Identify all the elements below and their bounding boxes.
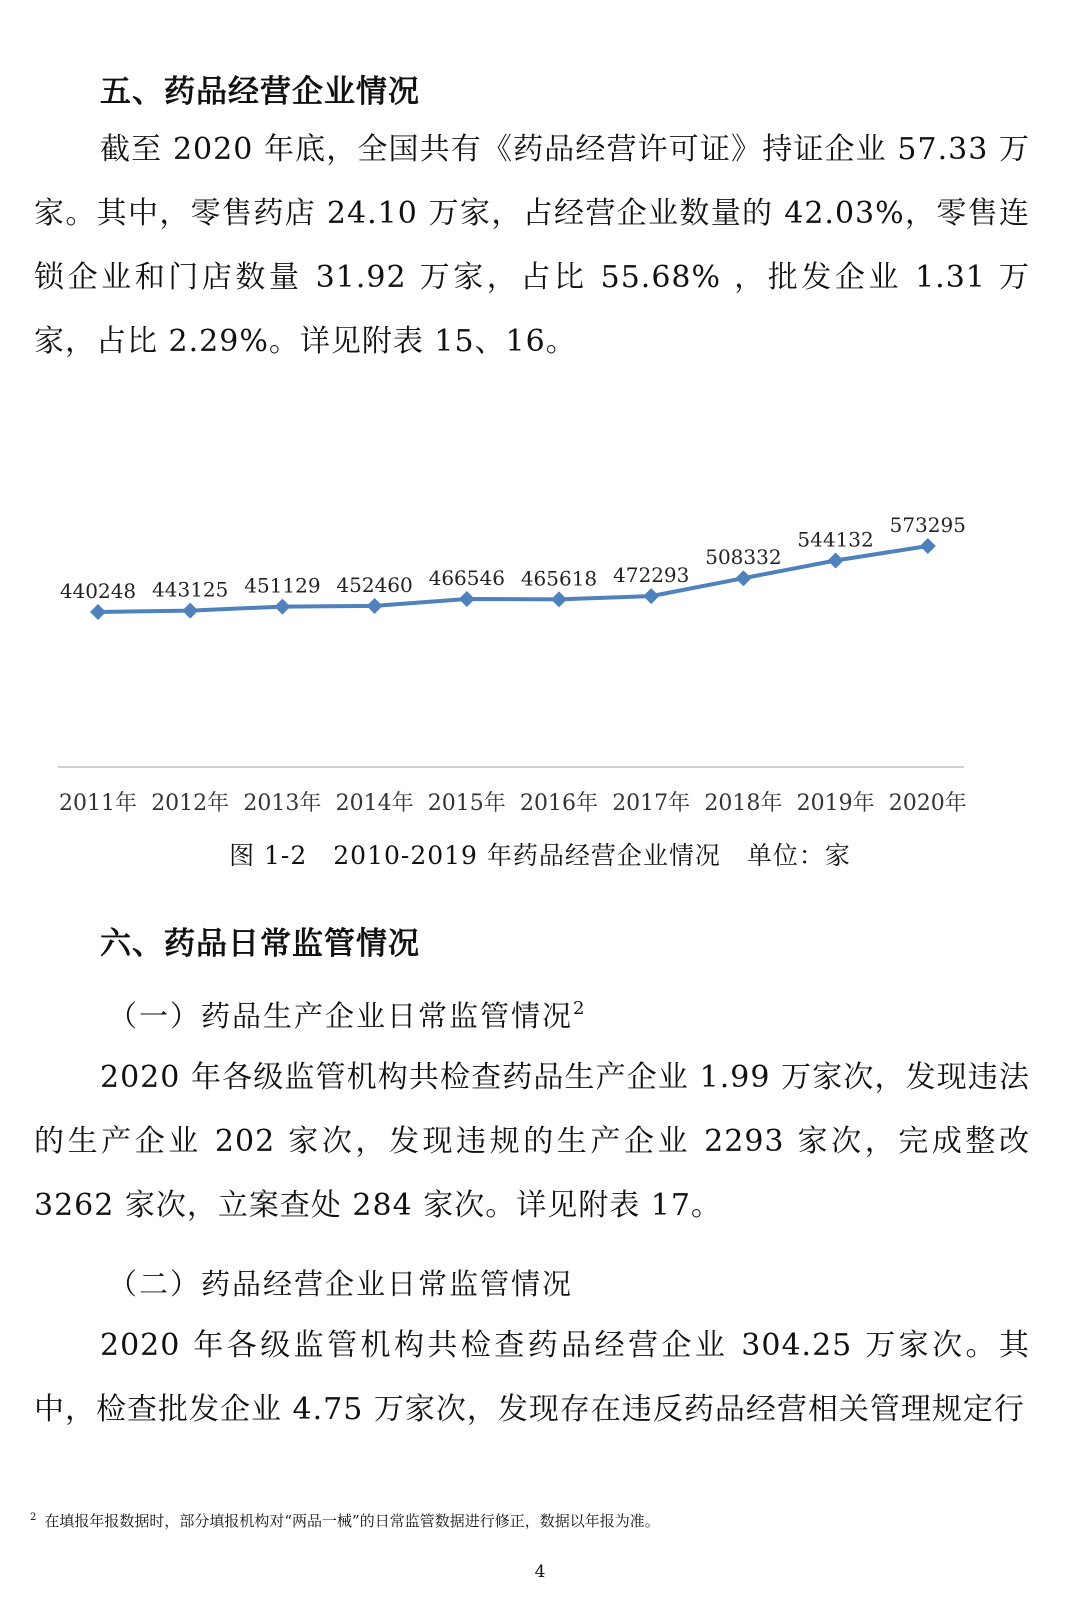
x-tick-label-3: 2013年 xyxy=(243,791,322,816)
footnote xyxy=(30,1510,660,1531)
data-point-1 xyxy=(90,604,106,620)
line-chart xyxy=(40,430,1040,830)
subsection-heading-1-text: （一）药品生产企业日常监管情况 xyxy=(108,999,574,1033)
data-label-6: 465618 xyxy=(520,566,598,591)
data-point-6 xyxy=(551,591,567,607)
footnote-reference: 2 xyxy=(573,998,585,1019)
data-label-10: 573295 xyxy=(889,513,966,537)
section-heading-5: 五、药品经营企业情况 xyxy=(100,74,420,110)
subsection-heading-1 xyxy=(108,994,584,1035)
x-tick-label-2: 2012年 xyxy=(151,791,230,816)
data-label-1: 440248 xyxy=(59,579,137,603)
data-point-9 xyxy=(828,552,844,568)
data-label-8: 508332 xyxy=(705,545,782,570)
data-label-5: 466546 xyxy=(428,565,505,590)
data-label-2: 443125 xyxy=(152,577,229,602)
page-number: 4 xyxy=(534,1562,546,1582)
x-tick-label-6: 2016年 xyxy=(520,791,598,816)
subsection-1-paragraph: 2020 年各级监管机构共检查药品生产企业 1.99 万家次，发现违法的生产企业 202 家次，发现违规的生产企业 2293 家次，完成整改 3262 家次，立案查处 284 家次。详见附表 17。 xyxy=(34,1060,1030,1223)
subsection-2-paragraph: 2020 年各级监管机构共检查药品经营企业 304.25 万家次。其中，检查批发企业 4.75 万家次，发现存在违反药品经营相关管理规定行 xyxy=(34,1328,1030,1427)
data-point-10 xyxy=(920,538,936,554)
section-heading-6: 六、药品日常监管情况 xyxy=(100,926,420,962)
data-point-5 xyxy=(459,591,475,607)
data-label-9: 544132 xyxy=(797,527,874,552)
data-point-4 xyxy=(367,598,383,614)
x-tick-label-9: 2019年 xyxy=(796,791,875,816)
data-label-7: 472293 xyxy=(613,563,690,588)
footnote-text: 在填报年报数据时，部分填报机构对“两品一械”的日常监管数据进行修正，数据以年报为准。 xyxy=(44,1512,660,1530)
x-tick-label-4: 2014年 xyxy=(335,791,414,816)
x-tick-label-7: 2017年 xyxy=(612,791,691,816)
footnote-marker: 2 xyxy=(30,1512,37,1523)
subsection-heading-2: （二）药品经营企业日常监管情况 xyxy=(108,1267,574,1301)
data-point-8 xyxy=(735,570,751,586)
data-point-3 xyxy=(274,599,290,615)
x-tick-label-8: 2018年 xyxy=(704,791,783,816)
x-tick-label-1: 2011年 xyxy=(59,791,137,816)
data-label-4: 452460 xyxy=(336,572,413,597)
x-tick-label-10: 2020年 xyxy=(888,791,967,816)
x-tick-label-5: 2015年 xyxy=(427,791,506,816)
section-5-paragraph: 截至 2020 年底，全国共有《药品经营许可证》持证企业 57.33 万家。其中，零售药店 24.10 万家，占经营企业数量的 42.03%，零售连锁企业和门店数量 31.92 万家，占比 55.68% ，批发企业 1.31 万家，占比 2.29%。详见附表 15、16。 xyxy=(34,132,1030,359)
data-point-7 xyxy=(643,588,659,604)
figure-caption: 图 1-2 2010-2019 年药品经营企业情况 单位：家 xyxy=(229,841,851,870)
data-point-2 xyxy=(182,603,198,619)
data-label-3: 451129 xyxy=(244,573,321,598)
